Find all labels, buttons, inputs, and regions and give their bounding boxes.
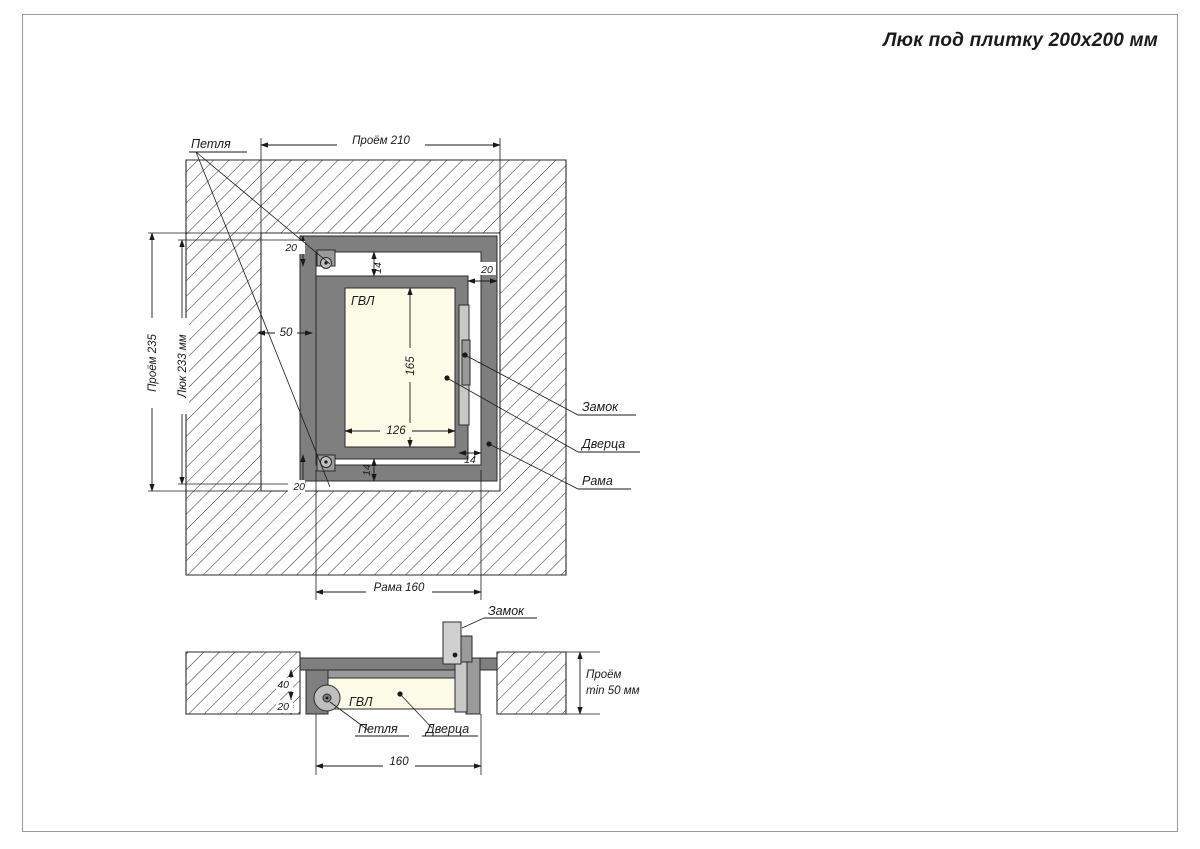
hinge-bottom-front <box>317 455 335 471</box>
dim-gap-top-14 <box>372 252 384 276</box>
dim-hatch-height-label: Люк 233 мм <box>177 334 189 398</box>
dim-hinge-bottom-label: 20 <box>293 481 305 493</box>
dim-gap-top-14-label: 14 <box>372 262 384 274</box>
section-view <box>186 604 640 775</box>
label-door-section: Дверца <box>426 722 470 736</box>
lock-front <box>459 305 470 425</box>
front-view <box>144 133 640 600</box>
label-hinge-section: Петля <box>358 722 398 736</box>
label-gvl-front: ГВЛ <box>351 294 375 308</box>
dim-section-width-160-label: 160 <box>389 756 409 768</box>
dim-inner-height-label: 165 <box>405 356 417 376</box>
dim-depth-40-label: 40 <box>277 679 289 691</box>
dim-hinge-bottom-20 <box>288 455 305 493</box>
label-lock-front: Замок <box>582 400 619 414</box>
dim-depth-20-label: 20 <box>277 701 289 713</box>
label-hinge-front: Петля <box>191 137 231 151</box>
label-door-front: Дверца <box>582 437 626 451</box>
dim-opening-depth-line2: min 50 мм <box>586 685 640 697</box>
dim-opening-depth <box>566 652 640 714</box>
hinge-top-front <box>317 250 335 269</box>
leader-lock-section <box>462 604 537 628</box>
dim-offset-50-label: 50 <box>279 327 293 339</box>
drawing-title: Люк под плитку 200х200 мм <box>883 30 1158 51</box>
door-section <box>328 670 455 709</box>
dim-gap-bottom-14-label: 14 <box>361 464 373 476</box>
lock-section <box>443 622 472 664</box>
dim-depth-20 <box>276 699 293 714</box>
label-lock-section: Замок <box>488 604 525 618</box>
hinge-section <box>314 685 340 711</box>
label-gvl-section: ГВЛ <box>349 695 373 709</box>
dim-gap-right-20-label: 20 <box>481 264 493 276</box>
dim-hinge-top-label: 20 <box>285 242 297 254</box>
dim-opening-depth-line1: Проём <box>586 669 622 681</box>
dim-frame-width-label: Рама 160 <box>373 582 425 594</box>
wall-hatch-right-section <box>497 652 566 714</box>
dim-opening-width-label: Проём 210 <box>352 135 410 147</box>
dim-opening-height-label: Проём 235 <box>147 334 159 392</box>
dim-inner-width-label: 126 <box>386 425 406 437</box>
label-frame-front: Рама <box>582 474 613 488</box>
dim-gap-lock-14-label: 14 <box>464 454 476 466</box>
